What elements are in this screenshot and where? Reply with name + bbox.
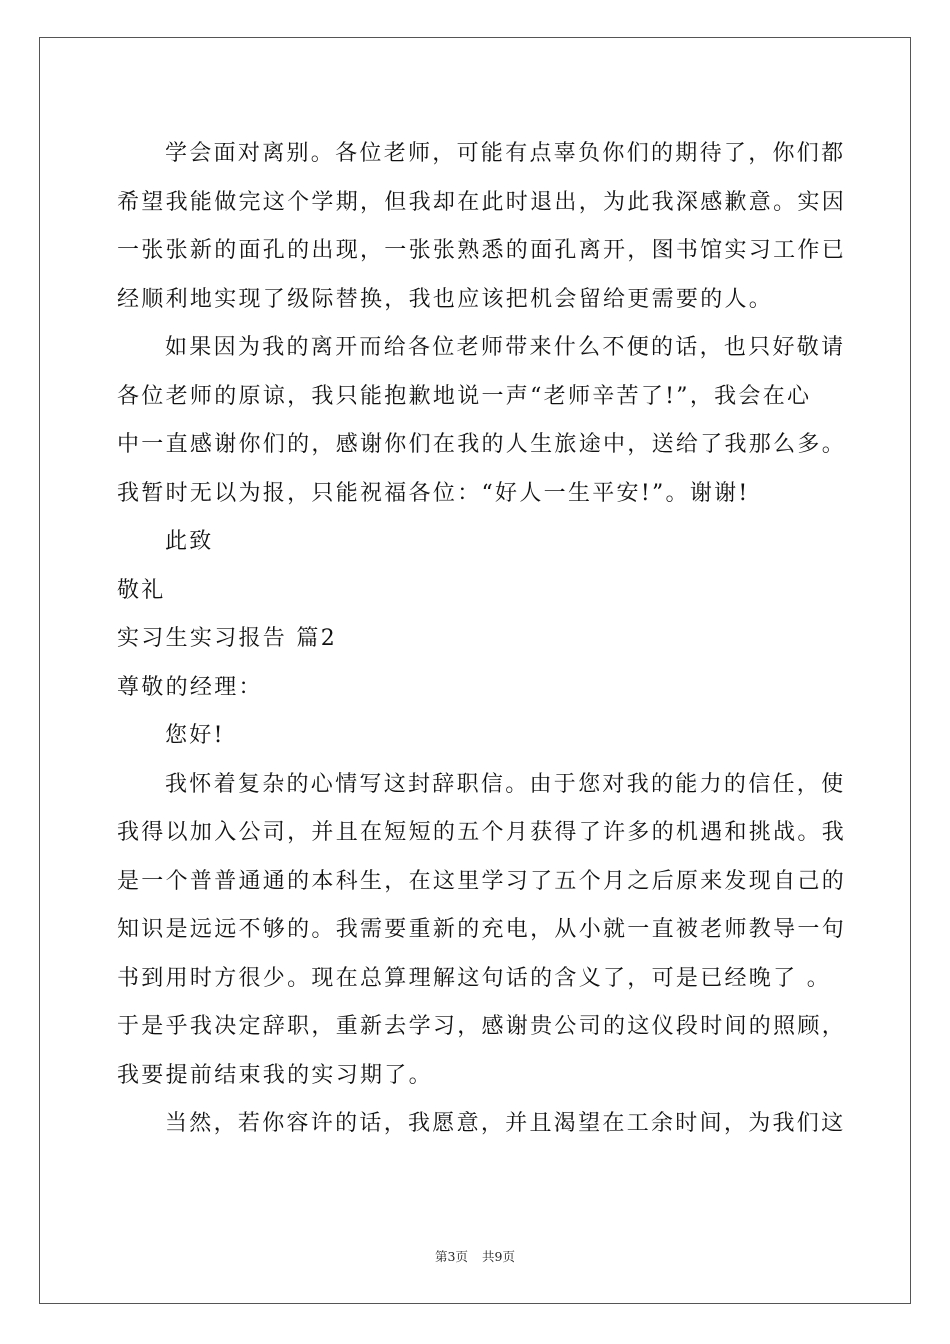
paragraph-1-line-4: 经顺利地实现了级际替换，我也应该把机会留给更需要的人。 <box>117 286 774 312</box>
paragraph-3-line-3: 是一个普普通通的本科生，在这里学习了五个月之后原来发现自己的 <box>117 868 847 894</box>
page-footer <box>0 1247 950 1265</box>
greeting-line: 尊敬的经理： <box>117 674 263 700</box>
paragraph-1-line-2: 希望我能做完这个学期，但我却在此时退出，为此我深感歉意。实因 <box>117 189 847 215</box>
paragraph-1-line-3: 一张张新的面孔的出现，一张张熟悉的面孔离开，图书馆实习工作已 <box>117 238 847 263</box>
paragraph-3-line-7: 我要提前结束我的实习期了。 <box>117 1062 433 1088</box>
document-body <box>117 130 847 1149</box>
section-title: 实习生实习报告 篇2 <box>117 626 337 651</box>
paragraph-4-line-1: 当然，若你容许的话，我愿意，并且渴望在工余时间，为我们这 <box>165 1111 846 1136</box>
paragraph-2-line-4: 我暂时无以为报，只能祝福各位：“好人一生平安!”。谢谢! <box>117 480 750 506</box>
paragraph-3-line-6: 于是乎我决定辞职，重新去学习，感谢贵公司的这仪段时间的照顾， <box>117 1014 847 1039</box>
paragraph-2-line-2: 各位老师的原谅，我只能抱歉地说一声“老师辛苦了!”，我会在心 <box>117 383 812 409</box>
closing-line: 此致 <box>165 529 214 554</box>
paragraph-3-line-4: 知识是远远不够的。我需要重新的充电，从小就一直被老师教导一句 <box>117 917 847 942</box>
hello-line: 您好! <box>165 723 225 748</box>
paragraph-3-line-2: 我得以加入公司，并且在短短的五个月获得了许多的机遇和挑战。我 <box>117 820 847 845</box>
paragraph-3-line-1: 我怀着复杂的心情写这封辞职信。由于您对我的能力的信任，使 <box>165 771 846 797</box>
paragraph-1-line-1: 学会面对离别。各位老师，可能有点辜负你们的期待了，你们都 <box>165 141 846 166</box>
page-total: 共9页 <box>482 1249 515 1264</box>
paragraph-2-line-1: 如果因为我的离开而给各位老师带来什么不便的话，也只好敬请 <box>165 335 846 360</box>
paragraph-2-line-3: 中一直感谢你们的，感谢你们在我的人生旅途中，送给了我那么多。 <box>117 432 847 457</box>
page-number: 第3页 <box>435 1249 468 1264</box>
paragraph-3-line-5: 书到用时方很少。现在总算理解这句话的含义了，可是已经晚了 。 <box>117 965 831 991</box>
salute-line: 敬礼 <box>117 577 166 603</box>
